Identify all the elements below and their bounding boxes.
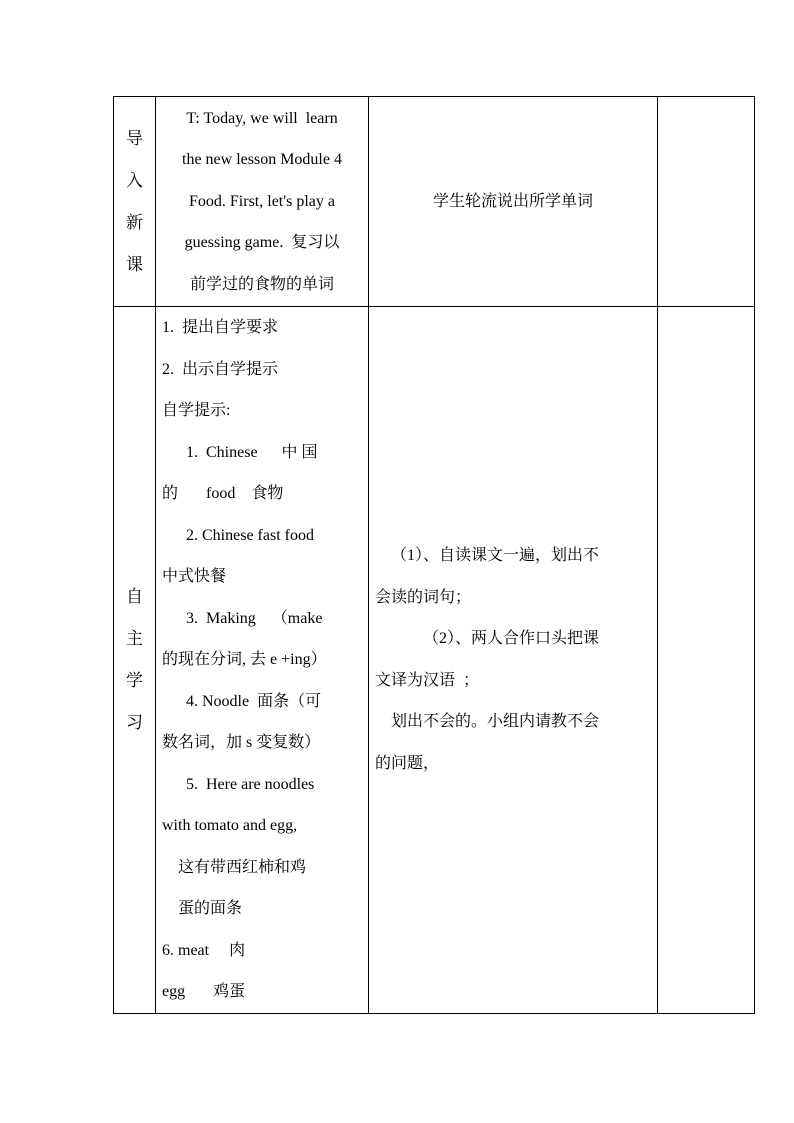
content-line: 2. 出示自学提示 [162,360,279,378]
content-line: the new lesson Module 4 [182,151,342,169]
content-line: 这有带西红柿和鸡 [162,858,307,876]
content-line: with tomato and egg, [162,817,298,834]
content-line: 4. Noodle 面条（可 [162,692,322,710]
table-row [114,97,755,307]
activity-line: 学生轮流说出所学单词 [432,192,593,210]
stage-char: 入 [126,170,143,190]
content-line: egg 鸡蛋 [162,983,246,1000]
stage-char: 学 [126,670,143,690]
teacher-content-cell [156,307,369,1014]
activity-line: 的问题， [375,754,440,772]
content-line: guessing game. 复习以 [184,234,340,252]
note-cell [658,307,755,1014]
content-line: 5. Here are noodles [162,775,315,793]
stage-char: 课 [126,254,143,274]
content-line: 1. Chinese 中 国 [162,443,318,461]
note-cell [658,97,755,307]
content-line: 的现在分词, 去 e +ing） [162,651,327,668]
content-line: 自学提示: [162,402,231,419]
activity-line: 会读的词句； [375,588,472,606]
lesson-plan-table [113,96,755,1014]
stage-cell [114,307,156,1014]
content-line: 前学过的食物的单词 [189,275,334,293]
stage-char: 导 [126,128,143,148]
stage-char: 自 [126,586,143,606]
activity-line: （2）、两人合作口头把课 [375,630,600,648]
table-row [114,307,755,1014]
activity-line: （1）、自读课文一遍，划出不 [375,547,600,565]
stage-char: 习 [126,712,143,732]
content-line: 中式快餐 [162,568,227,585]
content-line: 数名词，加 s 变复数） [162,734,321,751]
content-line: 3. Making （make [162,609,323,627]
content-line: 6. meat 肉 [162,941,246,959]
student-activity-cell [369,307,658,1014]
stage-char: 新 [126,212,143,232]
content-line: Food. First, let's play a [189,192,335,210]
content-line: 1. 提出自学要求 [162,319,279,336]
content-line: 的 food 食物 [162,485,284,502]
teacher-content-cell [156,97,369,307]
activity-line: 划出不会的。小组内请教不会 [375,713,600,731]
student-activity-cell [369,97,658,307]
stage-cell [114,97,156,307]
content-line: T: Today, we will learn [186,109,338,127]
content-line: 2. Chinese fast food [162,526,314,544]
stage-char: 主 [126,628,143,648]
activity-line: 文译为汉语 ； [375,671,480,689]
content-line: 蛋的面条 [162,900,243,917]
